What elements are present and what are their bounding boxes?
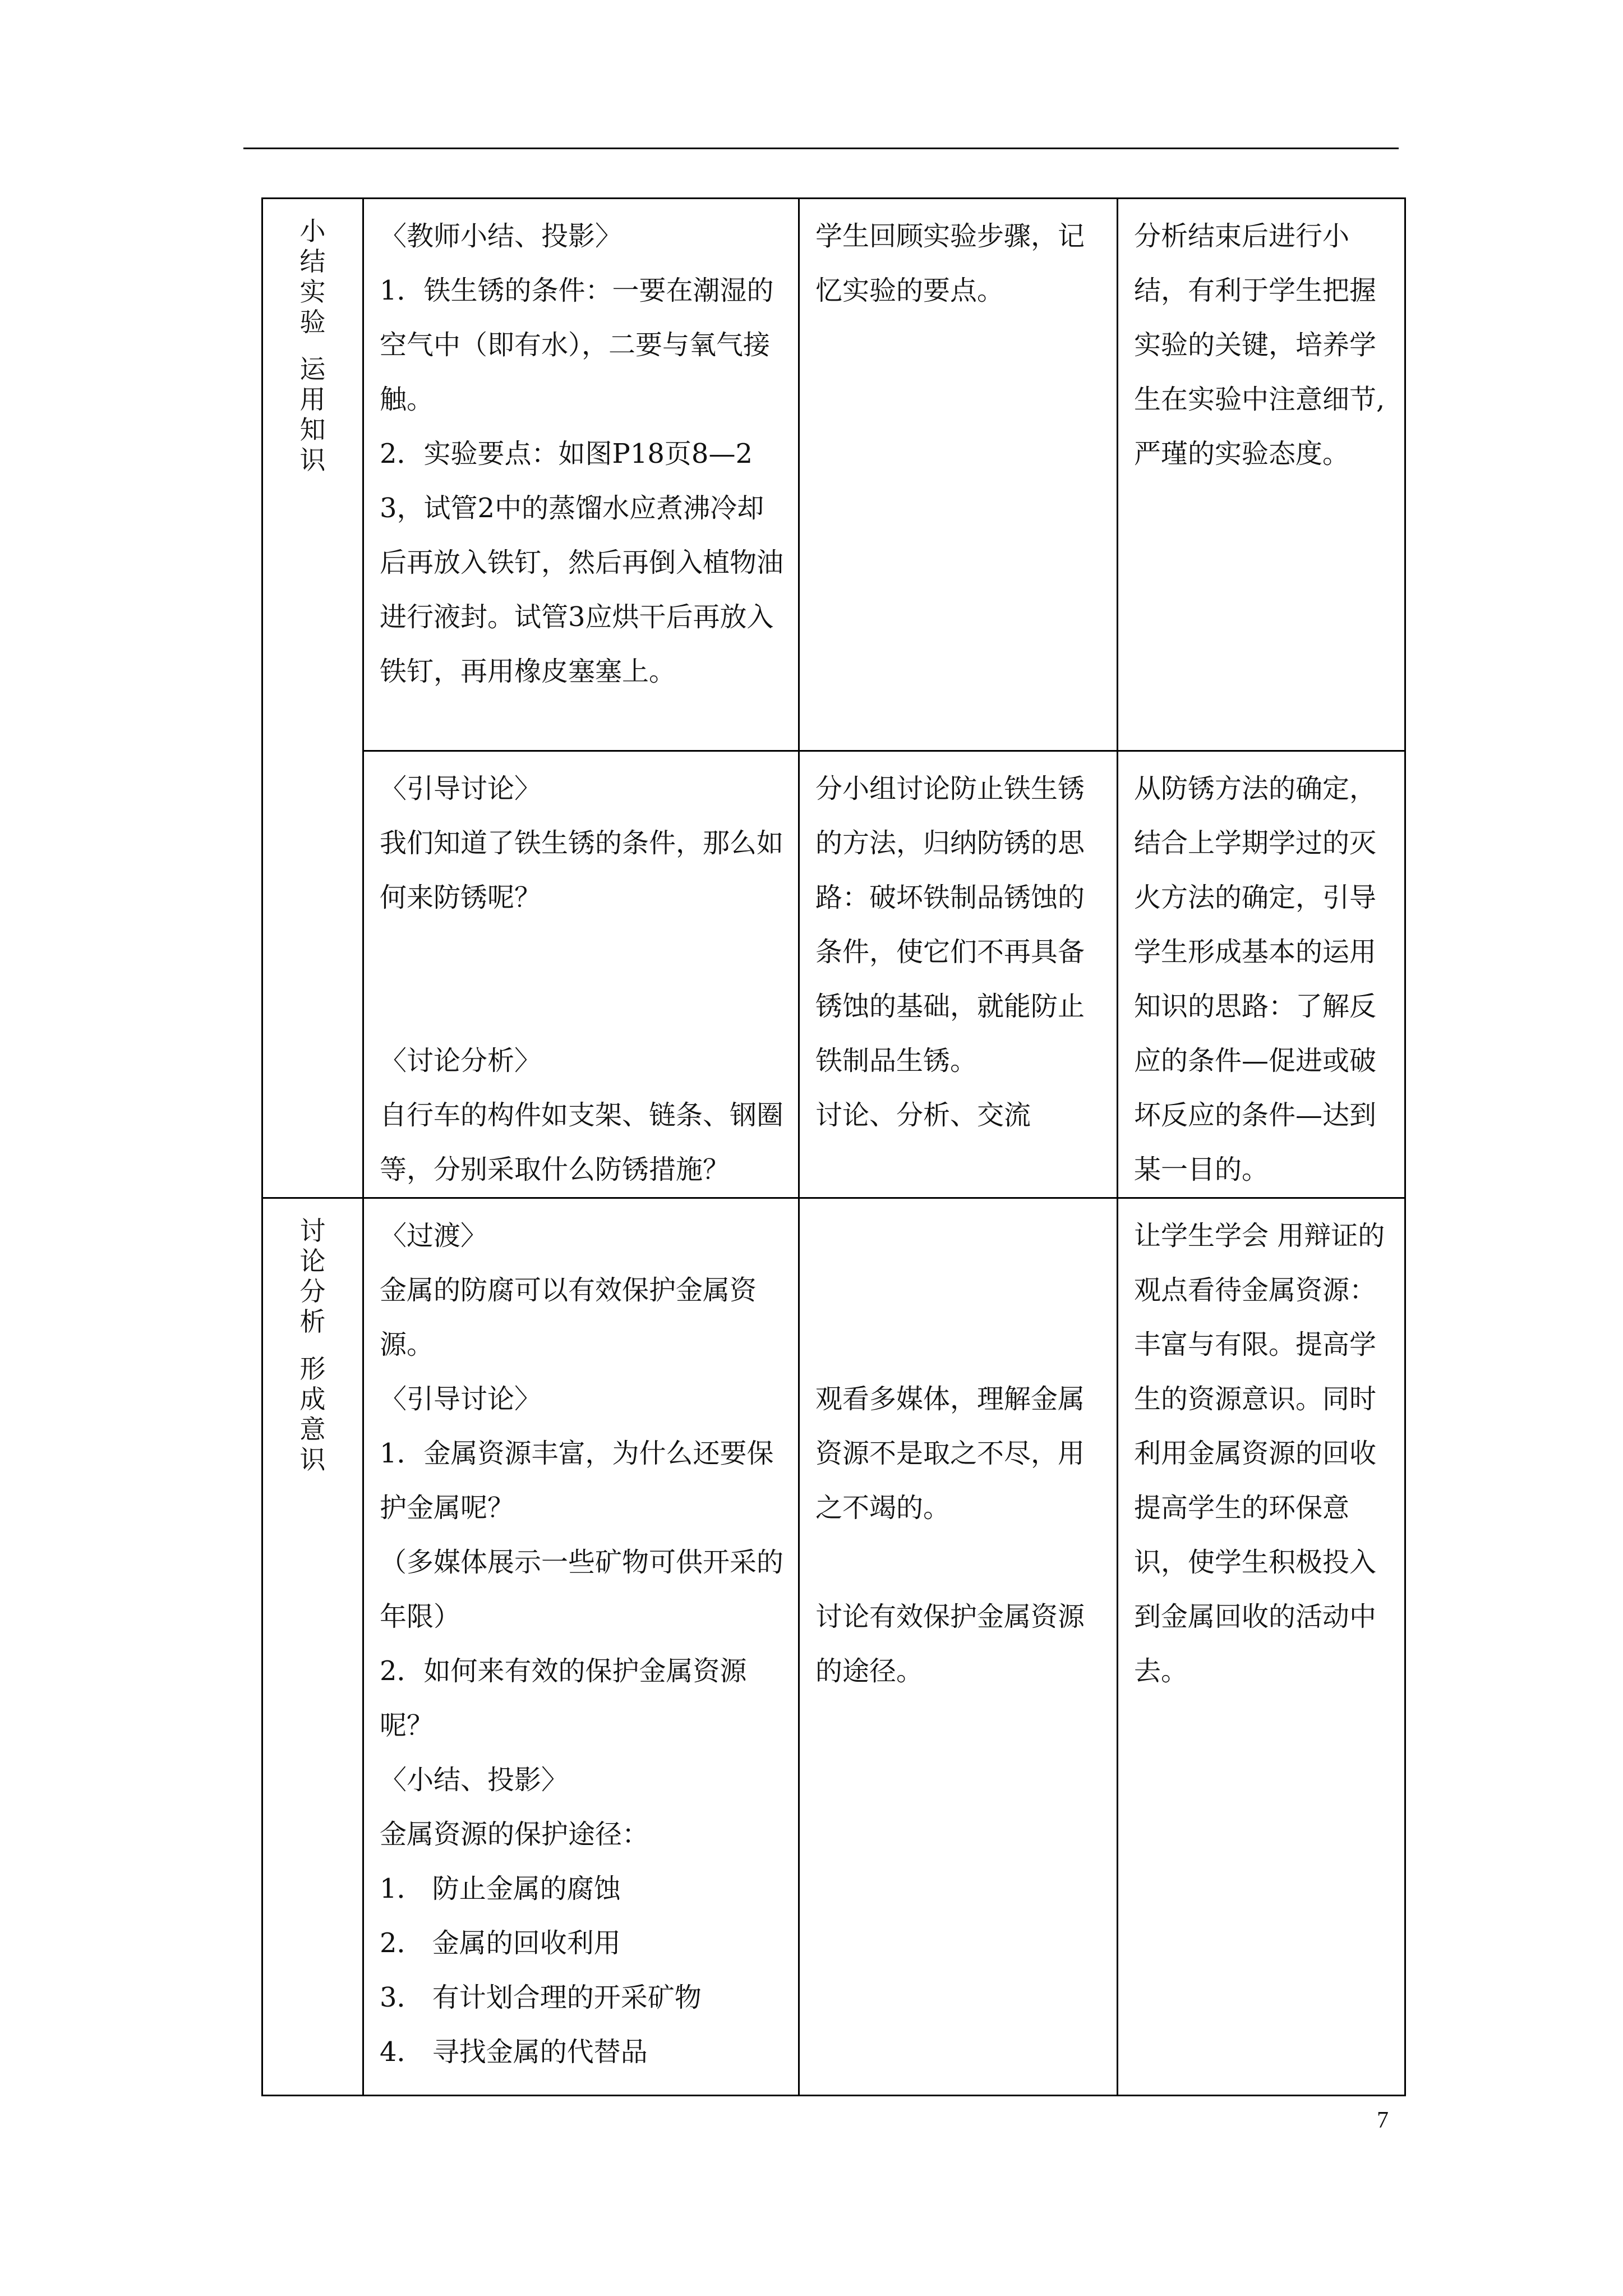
stage-cell bbox=[262, 1198, 363, 2096]
stage-label-text: 运用知识 bbox=[299, 354, 326, 475]
teacher-text: 1．金属资源丰富，为什么还要保护金属呢？ bbox=[380, 1438, 774, 1524]
teacher-text: 〈教师小结、投影〉 bbox=[380, 220, 623, 252]
student-text: 讨论有效保护金属资源的途径。 bbox=[815, 1601, 1085, 1687]
student-activity-cell bbox=[799, 1198, 1118, 2096]
table-row bbox=[262, 751, 1405, 1198]
teacher-text: 金属的防腐可以有效保护金属资源。 bbox=[380, 1274, 757, 1360]
stage-cell bbox=[262, 199, 363, 1198]
page-number: 7 bbox=[1377, 2108, 1389, 2133]
teacher-text: 自行车的构件如支架、链条、钢圈等，分别采取什么防锈措施？ bbox=[380, 1099, 784, 1185]
teacher-text: 〈引导讨论〉 bbox=[380, 1383, 542, 1415]
teacher-activity-cell bbox=[363, 751, 799, 1198]
teacher-text: 我们知道了铁生锈的条件，那么如何来防锈呢？ bbox=[380, 827, 784, 913]
teacher-text: 金属资源的保护途径： bbox=[380, 1819, 649, 1850]
teacher-activity-cell bbox=[363, 1198, 799, 2096]
teacher-text: 2．如何来有效的保护金属资源呢？ bbox=[380, 1655, 747, 1741]
teacher-text: 〈讨论分析〉 bbox=[380, 1045, 542, 1076]
teacher-text: 1．铁生锈的条件：一要在潮湿的空气中（即有水），二要与氧气接触。 bbox=[380, 275, 774, 415]
teacher-text: 〈小结、投影〉 bbox=[380, 1764, 569, 1796]
student-activity-cell bbox=[799, 199, 1118, 751]
lesson-plan-table bbox=[261, 197, 1406, 2096]
teacher-text: （多媒体展示一些矿物可供开采的年限） bbox=[380, 1547, 784, 1632]
stage-label-text: 讨论分析 bbox=[299, 1216, 326, 1337]
stage-label-text: 小结实验 bbox=[299, 216, 326, 337]
intent-text: 从防锈方法的确定，结合上学期学过的灭火方法的确定，引导学生形成基本的运用知识的思路：了解反应的条件—促进或破坏反应的条件—达到某一目的。 bbox=[1134, 773, 1377, 1185]
teacher-text: 〈引导讨论〉 bbox=[380, 773, 542, 804]
design-intent-cell bbox=[1118, 199, 1405, 751]
intent-text: 分析结束后进行小结，有利于学生把握实验的关键，培养学生在实验中注意细节,严瑾的实验态度。 bbox=[1134, 220, 1385, 470]
table-row bbox=[262, 199, 1405, 751]
list-item: 2． 金属的回收利用 bbox=[380, 1927, 621, 1959]
table-row bbox=[262, 1198, 1405, 2096]
list-item: 4． 寻找金属的代替品 bbox=[380, 2036, 648, 2068]
stage-label bbox=[263, 199, 362, 475]
teacher-text: 〈过渡〉 bbox=[380, 1220, 488, 1251]
stage-label bbox=[263, 1199, 362, 1475]
student-text: 学生回顾实验步骤，记忆实验的要点。 bbox=[815, 220, 1085, 306]
student-text: 观看多媒体，理解金属资源不是取之不尽，用之不竭的。 bbox=[815, 1383, 1085, 1524]
list-item: 1． 防止金属的腐蚀 bbox=[380, 1873, 621, 1904]
stage-label-text: 形成意识 bbox=[299, 1354, 326, 1475]
teacher-text: 2．实验要点：如图P18页8—23，试管2中的蒸馏水应煮沸冷却后再放入铁钉，然后再倒入植物油进行液封。试管3应烘干后再放入铁钉，再用橡皮塞塞上。 bbox=[380, 438, 784, 687]
student-text: 讨论、分析、交流 bbox=[815, 1099, 1031, 1131]
list-item: 3． 有计划合理的开采矿物 bbox=[380, 1982, 702, 2013]
design-intent-cell bbox=[1118, 1198, 1405, 2096]
design-intent-cell bbox=[1118, 751, 1405, 1198]
student-activity-cell bbox=[799, 751, 1118, 1198]
student-text: 分小组讨论防止铁生锈的方法，归纳防锈的思路：破坏铁制品锈蚀的条件，使它们不再具备锈蚀的基础，就能防止铁制品生锈。 bbox=[815, 773, 1085, 1076]
header-rule bbox=[243, 148, 1399, 149]
teacher-activity-cell bbox=[363, 199, 799, 751]
intent-text: 让学生学会 用辩证的观点看待金属资源：丰富与有限。提高学生的资源意识。同时利用金属资源的回收提高学生的环保意识，使学生积极投入到金属回收的活动中去。 bbox=[1134, 1220, 1385, 1687]
